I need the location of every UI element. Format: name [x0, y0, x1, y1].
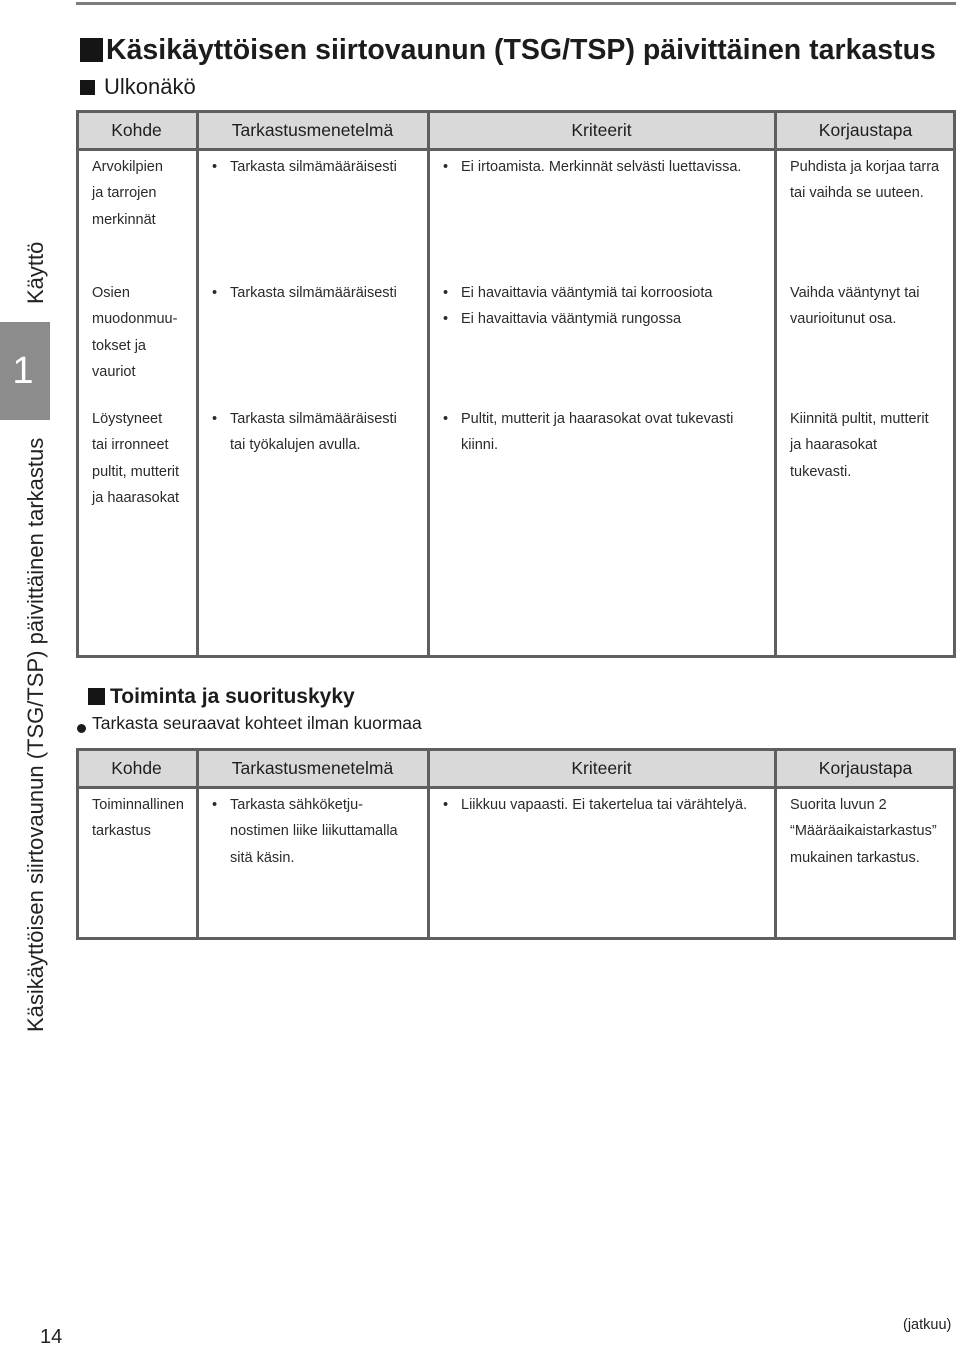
column-header-method: Tarkastusmenetelmä — [231, 120, 394, 140]
table-border — [76, 110, 956, 658]
remedy-cell: Suorita luvun 2 “Määräaikaistarkastus” mukainen tarkastus. — [790, 797, 937, 866]
column-header-item: Kohde — [111, 120, 162, 140]
performance-note: Tarkasta seuraavat kohteet ilman kuormaa — [92, 713, 422, 733]
section-square-icon — [88, 688, 105, 705]
item-cell: Löystyneet tai irronneet pultit, mutterit ja haarasokat — [92, 411, 180, 506]
criteria-bullet: • Ei irtoamista. Merkinnät selvästi luettavissa. — [443, 154, 770, 180]
bullet-dot-icon — [77, 724, 86, 733]
column-header-item: Kohde — [111, 758, 162, 778]
column-header-method: Tarkastusmenetelmä — [231, 758, 394, 778]
criteria-bullet: • Ei havaittavia vääntymiä rungossa — [443, 306, 770, 332]
criteria-bullet: • Liikkuu vapaasti. Ei takertelua tai värähtelyä. — [443, 792, 770, 818]
remedy-cell: Puhdista ja korjaa tarra tai vaihda se uuteen. — [790, 159, 940, 202]
continued-note: (jatkuu) — [903, 1317, 952, 1333]
performance-table — [76, 748, 956, 940]
column-header-remedy: Korjaustapa — [818, 758, 913, 778]
item-cell: Osien muodonmuu- tokset ja vauriot — [92, 285, 178, 380]
method-bullet: • Tarkasta silmämääräisesti — [212, 154, 425, 180]
item-cell: Arvokilpien ja tarrojen merkinnät — [92, 159, 163, 228]
performance-heading: Toiminta ja suorituskyky — [110, 685, 355, 708]
page-title: Käsikäyttöisen siirtovaunun (TSG/TSP) päivittäinen tarkastus — [106, 34, 936, 66]
method-bullet: • Tarkasta silmämääräisesti — [212, 280, 425, 306]
appearance-heading: Ulkonäkö — [104, 74, 196, 99]
title-square-icon — [80, 38, 103, 62]
criteria-bullet: • Pultit, mutterit ja haarasokat ovat tukevasti kiinni. — [443, 406, 770, 459]
column-header-criteria: Kriteerit — [571, 758, 632, 778]
column-header-remedy: Korjaustapa — [818, 120, 913, 140]
table-border — [76, 748, 956, 940]
appearance-table — [76, 110, 956, 658]
section-square-icon — [80, 80, 95, 95]
page-number: 14 — [40, 1326, 63, 1348]
item-cell: Toiminnallinen tarkastus — [92, 797, 184, 840]
criteria-bullet: • Ei havaittavia vääntymiä tai korroosiota — [443, 280, 770, 306]
remedy-cell: Vaihda vääntynyt tai vaurioitunut osa. — [790, 285, 920, 328]
side-section-label: Käsikäyttöisen siirtovaunun (TSG/TSP) päivittäinen tarkastus — [23, 437, 48, 1033]
chapter-number: 1 — [12, 350, 34, 392]
remedy-cell: Kiinnitä pultit, mutterit ja haarasokat tukevasti. — [790, 411, 929, 480]
side-chapter-label: Käyttö — [23, 241, 48, 304]
method-bullet: • Tarkasta sähköketju- nostimen liike liikuttamalla sitä käsin. — [212, 792, 425, 871]
method-bullet: • Tarkasta silmämääräisesti tai työkalujen avulla. — [212, 406, 425, 459]
top-rule — [76, 2, 956, 5]
column-header-criteria: Kriteerit — [571, 120, 632, 140]
